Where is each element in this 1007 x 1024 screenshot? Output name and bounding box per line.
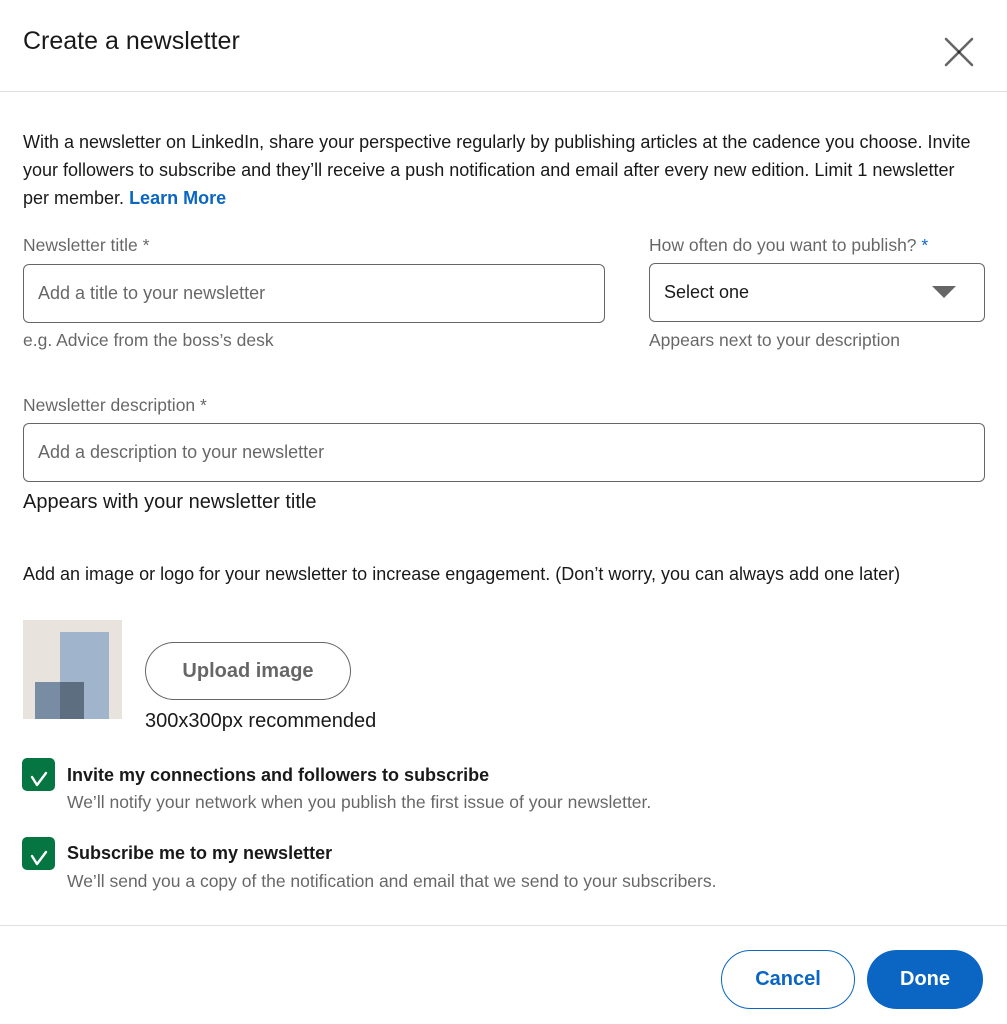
title-hint: e.g. Advice from the boss’s desk	[23, 330, 274, 350]
frequency-selected-value: Select one	[664, 282, 750, 302]
image-placeholder-icon	[23, 620, 122, 719]
self-subscribe-description: We’ll send you a copy of the notification and email that we send to your subscribers.	[67, 871, 717, 891]
learn-more-link[interactable]: Learn More	[129, 188, 227, 208]
cancel-button[interactable]: Cancel	[721, 950, 855, 1009]
invite-subscribe-title: Invite my connections and followers to subscribe	[67, 765, 490, 785]
invite-subscribe-description: We’ll notify your network when you publish the first issue of your newsletter.	[67, 792, 652, 812]
newsletter-title-input[interactable]	[23, 264, 605, 323]
checkmark-icon	[22, 758, 55, 791]
image-size-recommendation: 300x300px recommended	[145, 710, 377, 732]
done-button[interactable]: Done	[867, 950, 983, 1009]
intro-body: With a newsletter on LinkedIn, share your perspective regularly by publishing articles at the cadence you choose. Invite your followers to subscribe and they’ll receive a push notification and email after every new edition. Limit 1 newsletter per member.	[23, 132, 971, 208]
frequency-hint: Appears next to your description	[649, 330, 900, 350]
self-subscribe-checkbox[interactable]	[22, 837, 55, 870]
image-instructions: Add an image or logo for your newsletter to increase engagement. (Don’t worry, you can always add one later)	[23, 564, 901, 584]
description-label-text: Newsletter description	[23, 395, 196, 415]
intro-text	[23, 128, 973, 212]
frequency-select[interactable]	[649, 263, 985, 322]
title-label	[23, 235, 149, 256]
description-hint: Appears with your newsletter title	[23, 491, 317, 513]
upload-image-button[interactable]: Upload image	[145, 642, 351, 700]
title-label-text: Newsletter title	[23, 235, 138, 255]
invite-subscribe-checkbox[interactable]	[22, 758, 55, 791]
self-subscribe-title: Subscribe me to my newsletter	[67, 843, 333, 863]
close-button[interactable]	[937, 30, 981, 74]
frequency-required-marker: *	[921, 235, 929, 255]
dialog-title: Create a newsletter	[23, 27, 240, 55]
description-label	[23, 395, 207, 416]
title-required-marker: *	[142, 235, 150, 255]
close-icon	[943, 36, 975, 68]
caret-down-icon	[932, 286, 956, 298]
newsletter-image-placeholder	[23, 620, 122, 719]
description-required-marker: *	[200, 395, 207, 415]
checkmark-icon	[22, 837, 55, 870]
newsletter-description-input[interactable]	[23, 423, 985, 482]
frequency-label	[649, 235, 928, 256]
dialog-header	[0, 0, 1007, 92]
footer-divider	[0, 925, 1007, 926]
frequency-label-text: How often do you want to publish?	[649, 235, 917, 255]
